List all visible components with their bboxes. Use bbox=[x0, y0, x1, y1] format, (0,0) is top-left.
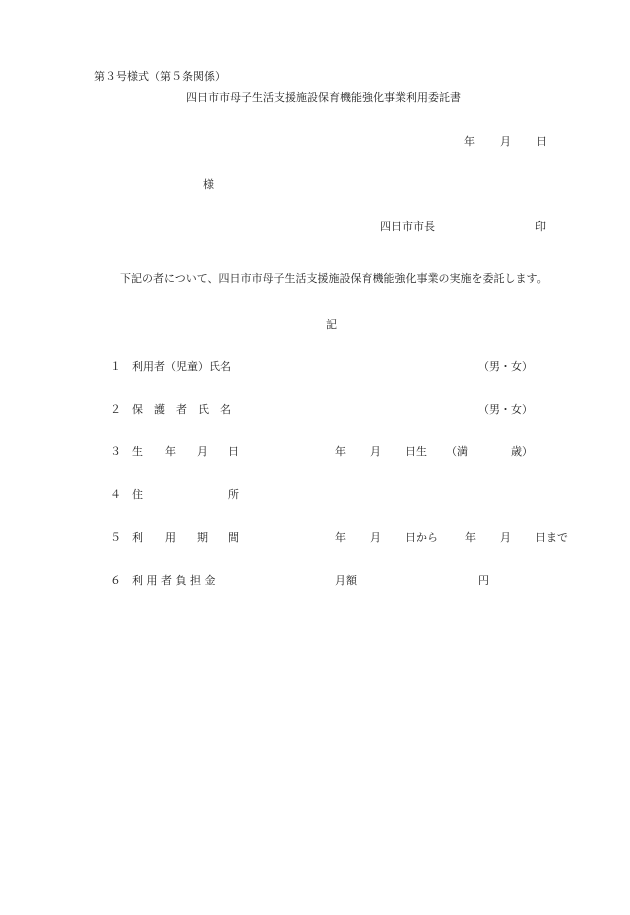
item-4-label-char: 住 bbox=[132, 488, 143, 501]
item-5-label-char: 用 bbox=[165, 531, 176, 544]
item-6-monthly: 月額 bbox=[335, 574, 357, 587]
item-3-born: 日生 bbox=[405, 445, 427, 458]
item-6-number: ６ bbox=[110, 574, 121, 587]
item-3-year: 年 bbox=[335, 445, 346, 458]
item-2-gender: （男・女） bbox=[478, 403, 533, 416]
item-2-number: ２ bbox=[110, 403, 121, 416]
item-6-yen: 円 bbox=[478, 574, 489, 587]
body-text: 下記の者について、四日市市母子生活支援施設保育機能強化事業の実施を委託します。 bbox=[120, 272, 548, 285]
item-3-age-open: （満 bbox=[446, 445, 468, 458]
seal-mark: 印 bbox=[535, 220, 546, 233]
item-5-start-day: 日から bbox=[405, 531, 438, 544]
issuer: 四日市市長 bbox=[380, 220, 435, 233]
item-5-start-year: 年 bbox=[335, 531, 346, 544]
item-3-number: ３ bbox=[110, 445, 121, 458]
item-4-number: ４ bbox=[110, 488, 121, 501]
date-month: 月 bbox=[500, 135, 511, 148]
item-3-label-char: 月 bbox=[197, 445, 208, 458]
item-1-gender: （男・女） bbox=[478, 360, 533, 373]
ki-heading: 記 bbox=[326, 318, 337, 331]
item-5-start-month: 月 bbox=[370, 531, 381, 544]
item-1-label: 利用者（児童）氏名 bbox=[132, 360, 231, 373]
document-title: 四日市市母子生活支援施設保育機能強化事業利用委託書 bbox=[186, 91, 461, 104]
item-6-label: 利 用 者 負 担 金 bbox=[132, 574, 216, 587]
item-4-label-char: 所 bbox=[228, 488, 239, 501]
item-5-number: ５ bbox=[110, 531, 121, 544]
item-3-label-char: 年 bbox=[165, 445, 176, 458]
date-year: 年 bbox=[464, 135, 475, 148]
item-2-label: 保 護 者 氏 名 bbox=[132, 403, 231, 416]
item-1-number: １ bbox=[110, 360, 121, 373]
item-5-end-day: 日まで bbox=[535, 531, 568, 544]
form-number: 第３号様式（第５条関係） bbox=[94, 70, 226, 83]
item-3-label-char: 日 bbox=[228, 445, 239, 458]
item-3-month: 月 bbox=[370, 445, 381, 458]
item-5-end-month: 月 bbox=[500, 531, 511, 544]
date-day: 日 bbox=[536, 135, 547, 148]
item-5-label-char: 期 bbox=[197, 531, 208, 544]
item-3-label-char: 生 bbox=[132, 445, 143, 458]
item-5-end-year: 年 bbox=[465, 531, 476, 544]
addressee-suffix: 様 bbox=[203, 178, 214, 191]
item-3-age-close: 歳） bbox=[511, 445, 533, 458]
item-5-label-char: 利 bbox=[132, 531, 143, 544]
item-5-label-char: 間 bbox=[228, 531, 239, 544]
